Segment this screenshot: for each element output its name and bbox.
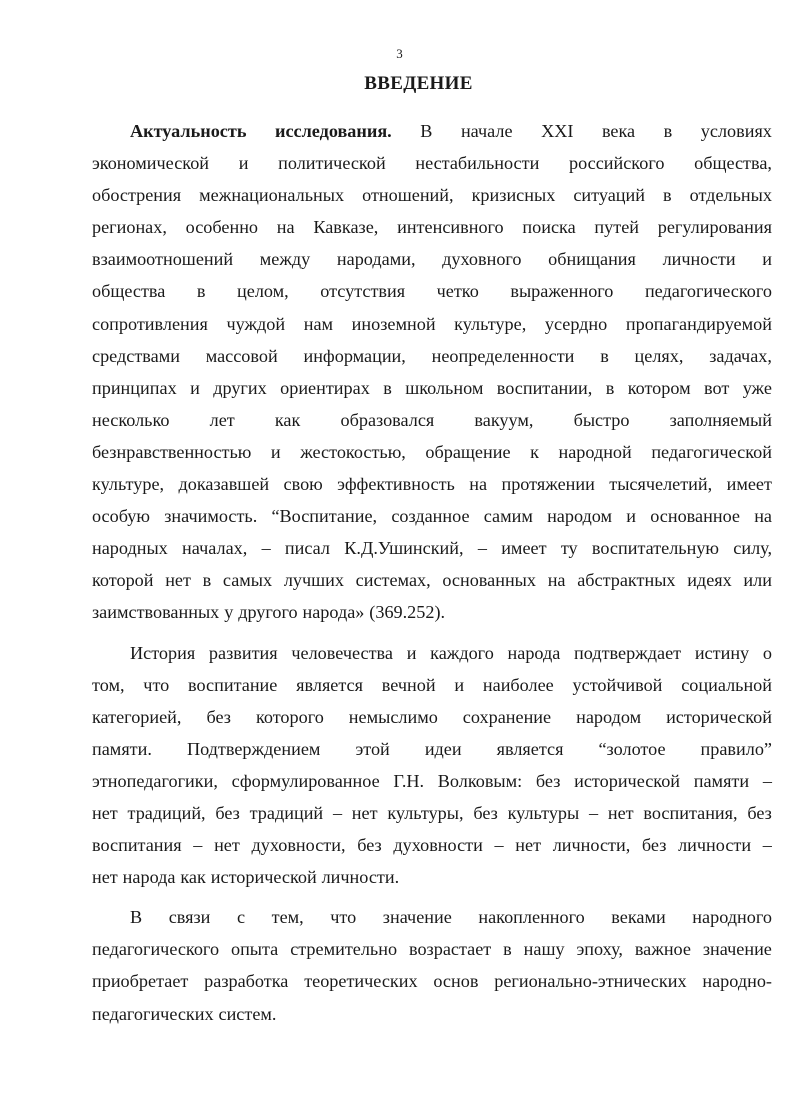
text-line: приобретает разработка теоретических основ регионально-этнических народно- [92, 971, 772, 992]
paragraph [92, 637, 772, 894]
text-line: воспитания – нет духовности, без духовности – нет личности, без личности – [92, 835, 772, 856]
text-line: категорией, без которого немыслимо сохранение народом исторической [92, 706, 772, 727]
paragraph-spacer [92, 893, 772, 901]
paragraph [92, 901, 772, 1029]
text-line: памяти. Подтверждением этой идеи является “золотое правило” [92, 738, 772, 759]
text-line: этнопедагогики, сформулированное Г.Н. Волковым: без исторической памяти – [92, 770, 772, 791]
text-line: обострения межнациональных отношений, кризисных ситуаций в отдельных [92, 185, 772, 206]
text-line: Актуальность исследования. В начале XXI века в условиях [130, 121, 772, 141]
text-line: том, что воспитание является вечной и наиболее устойчивой социальной [92, 674, 772, 695]
section-title: ВВЕДЕНИЕ [364, 73, 473, 94]
text-line: сопротивления чуждой нам иноземной культуре, усердно пропагандируемой [92, 313, 772, 334]
body-text [92, 115, 772, 1030]
text-line: особую значимость. “Воспитание, созданное самим народом и основанное на [92, 506, 772, 527]
text-line: История развития человечества и каждого народа подтверждает истину о [130, 642, 772, 663]
text-line: экономической и политической нестабильности российского общества, [92, 153, 772, 174]
text-line: нет народа как исторической личности. [92, 867, 400, 888]
text-line: которой нет в самых лучших системах, основанных на абстрактных идеях или [92, 570, 772, 591]
text-line: принципах и других ориентирах в школьном воспитании, в котором вот уже [92, 377, 772, 398]
text-line: несколько лет как образовался вакуум, быстро заполняемый [92, 409, 772, 430]
text-line: регионах, особенно на Кавказе, интенсивного поиска путей регулирования [92, 217, 772, 238]
page-number: 3 [396, 46, 403, 61]
text-line: педагогических систем. [92, 1003, 277, 1024]
text-line: педагогического опыта стремительно возрастает в нашу эпоху, важное значение [92, 939, 772, 960]
text-line: общества в целом, отсутствия четко выраженного педагогического [92, 281, 772, 302]
text-line: средствами массовой информации, неопределенности в целях, задачах, [92, 345, 772, 366]
text-line: В связи с тем, что значение накопленного веками народного [130, 907, 772, 928]
text-line: народных началах, – писал К.Д.Ушинский, – имеет ту воспитательную силу, [92, 538, 772, 559]
text-line: заимствованных у другого народа» (369.252). [92, 602, 446, 623]
text-line: нет традиций, без традиций – нет культуры, без культуры – нет воспитания, без [92, 802, 772, 823]
text-line: культуре, доказавшей свою эффективность на протяжении тысячелетий, имеет [92, 474, 772, 495]
text-line: взаимоотношений между народами, духовного обнищания личности и [92, 249, 772, 270]
paragraph-spacer [92, 629, 772, 637]
text-line: безнравственностью и жестокостью, обращение к народной педагогической [92, 441, 772, 462]
paragraph [92, 115, 772, 629]
